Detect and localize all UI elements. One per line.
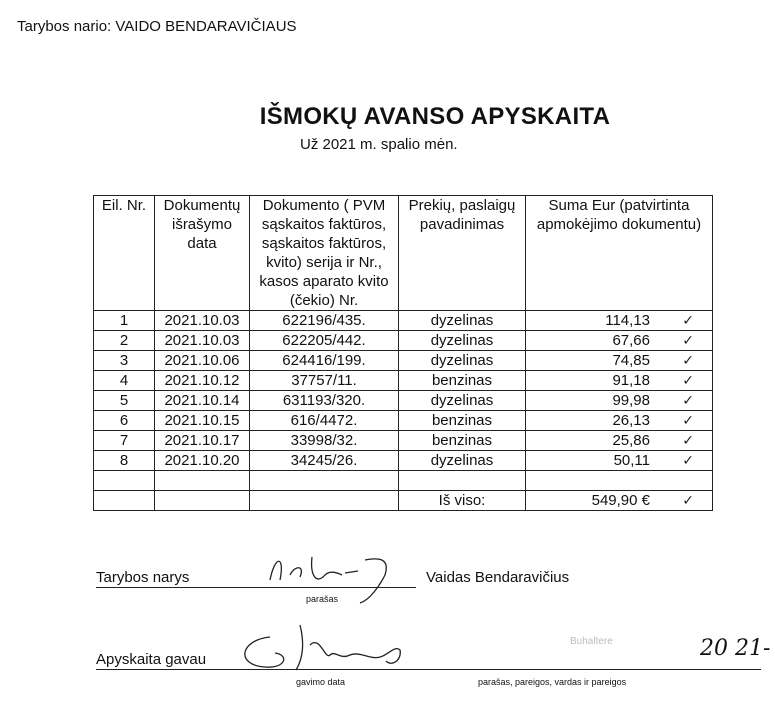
report-period: Už 2021 m. spalio mėn. xyxy=(300,136,458,153)
table-total-row xyxy=(94,491,713,511)
checkmark-icon: ✓ xyxy=(682,452,694,468)
row-doc: 631193/320. xyxy=(250,391,399,411)
received-caption: parašas, pareigos, vardas ir pareigos xyxy=(478,677,627,687)
received-signature-icon xyxy=(230,615,420,675)
row-sum: 74,85 xyxy=(612,352,650,369)
stamp-text: Buhaltere xyxy=(570,636,613,647)
row-no: 1 xyxy=(94,311,155,331)
checkmark-icon: ✓ xyxy=(682,492,694,508)
checkmark-icon: ✓ xyxy=(682,392,694,408)
member-name: Vaidas Bendaravičius xyxy=(426,569,570,586)
header-goods: Prekių, paslaigų pavadinimas xyxy=(399,196,526,311)
row-goods: benzinas xyxy=(399,371,526,391)
table-row xyxy=(94,331,713,351)
row-no: 2 xyxy=(94,331,155,351)
row-sum: 114,13 xyxy=(605,312,650,329)
row-sum: 25,86 xyxy=(612,432,650,449)
row-goods: benzinas xyxy=(399,411,526,431)
table-row xyxy=(94,411,713,431)
row-no: 3 xyxy=(94,351,155,371)
row-doc: 622205/442. xyxy=(250,331,399,351)
date-caption: gavimo data xyxy=(296,677,346,687)
row-no: 4 xyxy=(94,371,155,391)
row-goods: dyzelinas xyxy=(399,331,526,351)
row-doc: 622196/435. xyxy=(250,311,399,331)
row-goods: benzinas xyxy=(399,431,526,451)
row-date: 2021.10.03 xyxy=(155,311,250,331)
header-doc-date: Dokumentų išrašymo data xyxy=(155,196,250,311)
row-sum: 91,18 xyxy=(612,372,650,389)
row-no: 6 xyxy=(94,411,155,431)
member-label: Tarybos narys xyxy=(96,569,190,586)
expense-report-table xyxy=(93,195,713,511)
row-sum-cell xyxy=(526,331,713,351)
row-sum-cell xyxy=(526,311,713,331)
checkmark-icon: ✓ xyxy=(682,352,694,368)
row-date: 2021.10.14 xyxy=(155,391,250,411)
row-sum: 99,98 xyxy=(612,392,650,409)
checkmark-icon: ✓ xyxy=(682,432,694,448)
row-doc: 37757/11. xyxy=(250,371,399,391)
row-date: 2021.10.17 xyxy=(155,431,250,451)
row-sum: 50,11 xyxy=(613,452,650,469)
row-doc: 616/4472. xyxy=(250,411,399,431)
received-label: Apyskaita gavau xyxy=(96,651,207,668)
row-no: 7 xyxy=(94,431,155,451)
row-sum-cell xyxy=(526,391,713,411)
row-sum: 26,13 xyxy=(612,412,650,429)
total-value: 549,90 € xyxy=(591,492,650,509)
row-date: 2021.10.12 xyxy=(155,371,250,391)
row-sum-cell xyxy=(526,431,713,451)
row-doc: 33998/32. xyxy=(250,431,399,451)
row-sum-cell xyxy=(526,351,713,371)
row-goods: dyzelinas xyxy=(399,391,526,411)
row-sum: 67,66 xyxy=(612,332,650,349)
row-sum-cell xyxy=(526,451,713,471)
signature-caption: parašas xyxy=(306,594,339,604)
row-doc: 34245/26. xyxy=(250,451,399,471)
row-no: 5 xyxy=(94,391,155,411)
row-goods: dyzelinas xyxy=(399,311,526,331)
table-header-row xyxy=(94,196,713,311)
row-date: 2021.10.06 xyxy=(155,351,250,371)
row-goods: dyzelinas xyxy=(399,351,526,371)
checkmark-icon: ✓ xyxy=(682,372,694,388)
checkmark-icon: ✓ xyxy=(682,332,694,348)
row-sum-cell xyxy=(526,371,713,391)
row-date: 2021.10.20 xyxy=(155,451,250,471)
row-sum-cell xyxy=(526,411,713,431)
header-document: Dokumento ( PVM sąskaitos faktūros, sąskaitos faktūros, kvito) serija ir Nr., kasos aparato kvito (čekio) Nr. xyxy=(250,196,399,311)
table-row xyxy=(94,451,713,471)
table-row xyxy=(94,311,713,331)
handwritten-date: 20 21- xyxy=(700,636,771,661)
received-signature-line xyxy=(96,669,761,670)
table-row xyxy=(94,431,713,451)
table-row xyxy=(94,391,713,411)
table-row-empty xyxy=(94,471,713,491)
header-no: Eil. Nr. xyxy=(94,196,155,311)
row-no: 8 xyxy=(94,451,155,471)
row-date: 2021.10.03 xyxy=(155,331,250,351)
header-sum: Suma Eur (patvirtinta apmokėjimo dokumentu) xyxy=(526,196,713,311)
report-title: IŠMOKŲ AVANSO APYSKAITA xyxy=(259,103,611,130)
table-row xyxy=(94,351,713,371)
row-doc: 624416/199. xyxy=(250,351,399,371)
council-member-header: Tarybos nario: VAIDO BENDARAVIČIAUS xyxy=(17,18,297,35)
checkmark-icon: ✓ xyxy=(682,312,694,328)
total-label: Iš viso: xyxy=(399,491,526,511)
row-goods: dyzelinas xyxy=(399,451,526,471)
checkmark-icon: ✓ xyxy=(682,412,694,428)
row-date: 2021.10.15 xyxy=(155,411,250,431)
member-signature-icon xyxy=(250,545,430,605)
table-row xyxy=(94,371,713,391)
total-sum-cell xyxy=(526,491,713,511)
